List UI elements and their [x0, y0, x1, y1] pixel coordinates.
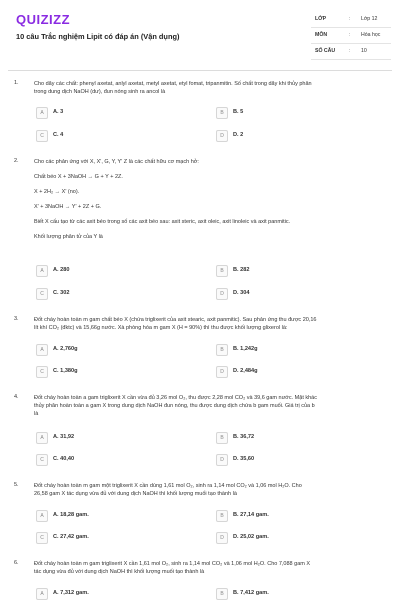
option-b[interactable]: [216, 588, 364, 600]
option-text: B. 27,14 gam.: [233, 512, 269, 518]
question-number: 3.: [14, 316, 19, 322]
option-d[interactable]: [216, 454, 364, 466]
option-letter-box: A: [36, 510, 48, 522]
option-letter-box: B: [216, 432, 228, 444]
option-letter-box: D: [216, 454, 228, 466]
option-d[interactable]: [216, 288, 364, 300]
option-text: D. 35,60: [233, 456, 255, 462]
option-letter-box: A: [36, 344, 48, 356]
option-letter-box: D: [216, 130, 228, 142]
option-letter-box: C: [36, 454, 48, 466]
question-line: X' + 3NaOH → Y' + 2Z + G.: [34, 204, 102, 210]
question-number: 5.: [14, 482, 19, 488]
option-text: D. 2: [233, 132, 244, 138]
option-letter-box: C: [36, 130, 48, 142]
question-text: [34, 560, 386, 576]
question-line: Đốt cháy hoàn toàn m gam một triglixerit X cần dùng 1,61 mol O₂, sinh ra 1,14 mol CO₂ và 1,06 mol H₂O. Cho: [34, 483, 302, 489]
meta-key: SỐ CÂU: [315, 48, 336, 54]
question-text: [34, 316, 386, 332]
option-letter-box: D: [216, 288, 228, 300]
meta-row-class: [311, 12, 391, 28]
meta-value: 10: [361, 48, 367, 54]
option-letter-box: C: [36, 366, 48, 378]
question-line: lít khí CO₂ (đktc) và 15,66g nước. Xà phòng hóa m gam X (H = 90%) thì thu được khối lượng glixerol là:: [34, 325, 288, 331]
option-text: B. 1,242g: [233, 346, 258, 352]
meta-table: [311, 12, 391, 60]
document-header: [0, 0, 400, 70]
option-letter-box: B: [216, 588, 228, 600]
option-text: C. 302: [53, 290, 70, 296]
question-line: trong dung dịch NaOH (dư), đun nóng sinh ra ancol là: [34, 89, 166, 95]
option-b[interactable]: [216, 344, 364, 356]
question-number: 2.: [14, 158, 19, 164]
option-text: A. 7,312 gam.: [53, 590, 89, 596]
option-text: A. 3: [53, 109, 64, 115]
meta-value: Lớp 12: [361, 16, 378, 22]
option-letter-box: B: [216, 344, 228, 356]
option-d[interactable]: [216, 130, 364, 142]
option-a[interactable]: [36, 588, 184, 600]
question-line: tác dụng vừa đủ với dung dịch NaOH thì khối lượng muối tạo thành là: [34, 569, 205, 575]
option-d[interactable]: [216, 532, 364, 544]
option-c[interactable]: [36, 532, 184, 544]
question-line: Đốt cháy hoàn toàn a gam triglixerit X cần vừa đủ 3,26 mol O₂, thu được 2,28 mol CO₂ và 39,6 gam nước. Mặt khác: [34, 395, 317, 401]
option-letter-box: A: [36, 432, 48, 444]
option-d[interactable]: [216, 366, 364, 378]
question-line: X + 2H₂ → X' (no).: [34, 189, 80, 195]
option-b[interactable]: [216, 432, 364, 444]
meta-row-count: [311, 44, 391, 60]
question-line: là: [34, 411, 39, 417]
question-number: 4.: [14, 394, 19, 400]
option-text: A. 18,28 gam.: [53, 512, 89, 518]
option-text: C. 4: [53, 132, 64, 138]
meta-value: Hóa học: [361, 32, 381, 38]
option-text: A. 280: [53, 267, 70, 273]
option-letter-box: D: [216, 532, 228, 544]
page-title: 10 câu Trắc nghiệm Lipit có đáp án (Vận dụng): [16, 32, 180, 41]
header-divider: [8, 70, 392, 71]
option-letter-box: B: [216, 510, 228, 522]
option-letter-box: A: [36, 265, 48, 277]
option-a[interactable]: [36, 107, 184, 119]
option-text: D. 2,484g: [233, 368, 258, 374]
option-letter-box: C: [36, 532, 48, 544]
option-letter-box: B: [216, 107, 228, 119]
option-text: C. 27,42 gam.: [53, 534, 89, 540]
option-text: A. 31,92: [53, 434, 75, 440]
option-a[interactable]: [36, 265, 184, 277]
question-text: [34, 80, 386, 96]
question-number: 6.: [14, 560, 19, 566]
option-text: B. 282: [233, 267, 250, 273]
option-b[interactable]: [216, 265, 364, 277]
question-text: [34, 482, 386, 498]
option-c[interactable]: [36, 288, 184, 300]
question-text: [34, 394, 386, 418]
question-line: Cho các phản ứng với X, X', G, Y, Y' Z là các chất hữu cơ mạch hở:: [34, 159, 199, 165]
option-letter-box: C: [36, 288, 48, 300]
option-letter-box: A: [36, 588, 48, 600]
meta-colon: :: [349, 16, 351, 22]
option-letter-box: D: [216, 366, 228, 378]
option-b[interactable]: [216, 510, 364, 522]
option-text: D. 304: [233, 290, 250, 296]
option-c[interactable]: [36, 454, 184, 466]
option-b[interactable]: [216, 107, 364, 119]
meta-row-subject: [311, 28, 391, 44]
option-c[interactable]: [36, 130, 184, 142]
question-line: Biết X cấu tạo từ các axit béo trong số các axit béo sau: axit steric, axit oleic, axit linoleic và axit panmitic.: [34, 219, 291, 225]
question-number: 1.: [14, 80, 19, 86]
option-letter-box: A: [36, 107, 48, 119]
meta-colon: :: [349, 48, 351, 54]
option-text: D. 25,02 gam.: [233, 534, 269, 540]
question-line: Khối lượng phân tử của Y là: [34, 234, 103, 240]
meta-key: LỚP: [315, 16, 327, 22]
option-letter-box: B: [216, 265, 228, 277]
option-text: B. 36,72: [233, 434, 255, 440]
meta-colon: :: [349, 32, 351, 38]
option-a[interactable]: [36, 432, 184, 444]
option-a[interactable]: [36, 510, 184, 522]
option-text: C. 1,380g: [53, 368, 78, 374]
option-a[interactable]: [36, 344, 184, 356]
question-line: thủy phân hoàn toàn a gam X trong dung dịch NaOH đun nóng, thu được dung dịch chứa b gam muối. Giá trị của b: [34, 403, 315, 409]
option-text: B. 7,412 gam.: [233, 590, 269, 596]
question-line: 26,58 gam X tác dụng vừa đủ với dung dịch NaOH thì khối lượng muối tạo thành là: [34, 491, 237, 497]
option-text: B. 5: [233, 109, 244, 115]
option-c[interactable]: [36, 366, 184, 378]
meta-key: MÔN: [315, 32, 328, 38]
option-text: A. 2,760g: [53, 346, 78, 352]
question-line: Đốt cháy hoàn toàn m gam triglixerit X cần 1,61 mol O₂, sinh ra 1,14 mol CO₂ và 1,06 mol H₂O. Cho 7,088 gam X: [34, 561, 311, 567]
question-line: Đốt cháy hoàn toàn m gam chất béo X (chứa triglixerit của axit stearic, axit panmitic). Sau phản ứng thu được 20,16: [34, 317, 317, 323]
question-text: [34, 158, 386, 241]
option-text: C. 40,40: [53, 456, 75, 462]
question-line: Cho dãy các chất: phenyl axetat, anlyl axetat, metyl axetat, etyl fomat, tripanmitin. Số chất trong dãy khi thủy phân: [34, 81, 312, 87]
question-line: Chất béo X + 3NaOH → G + Y + 2Z.: [34, 174, 123, 180]
quizizz-logo: QUIZIZZ: [16, 12, 71, 27]
